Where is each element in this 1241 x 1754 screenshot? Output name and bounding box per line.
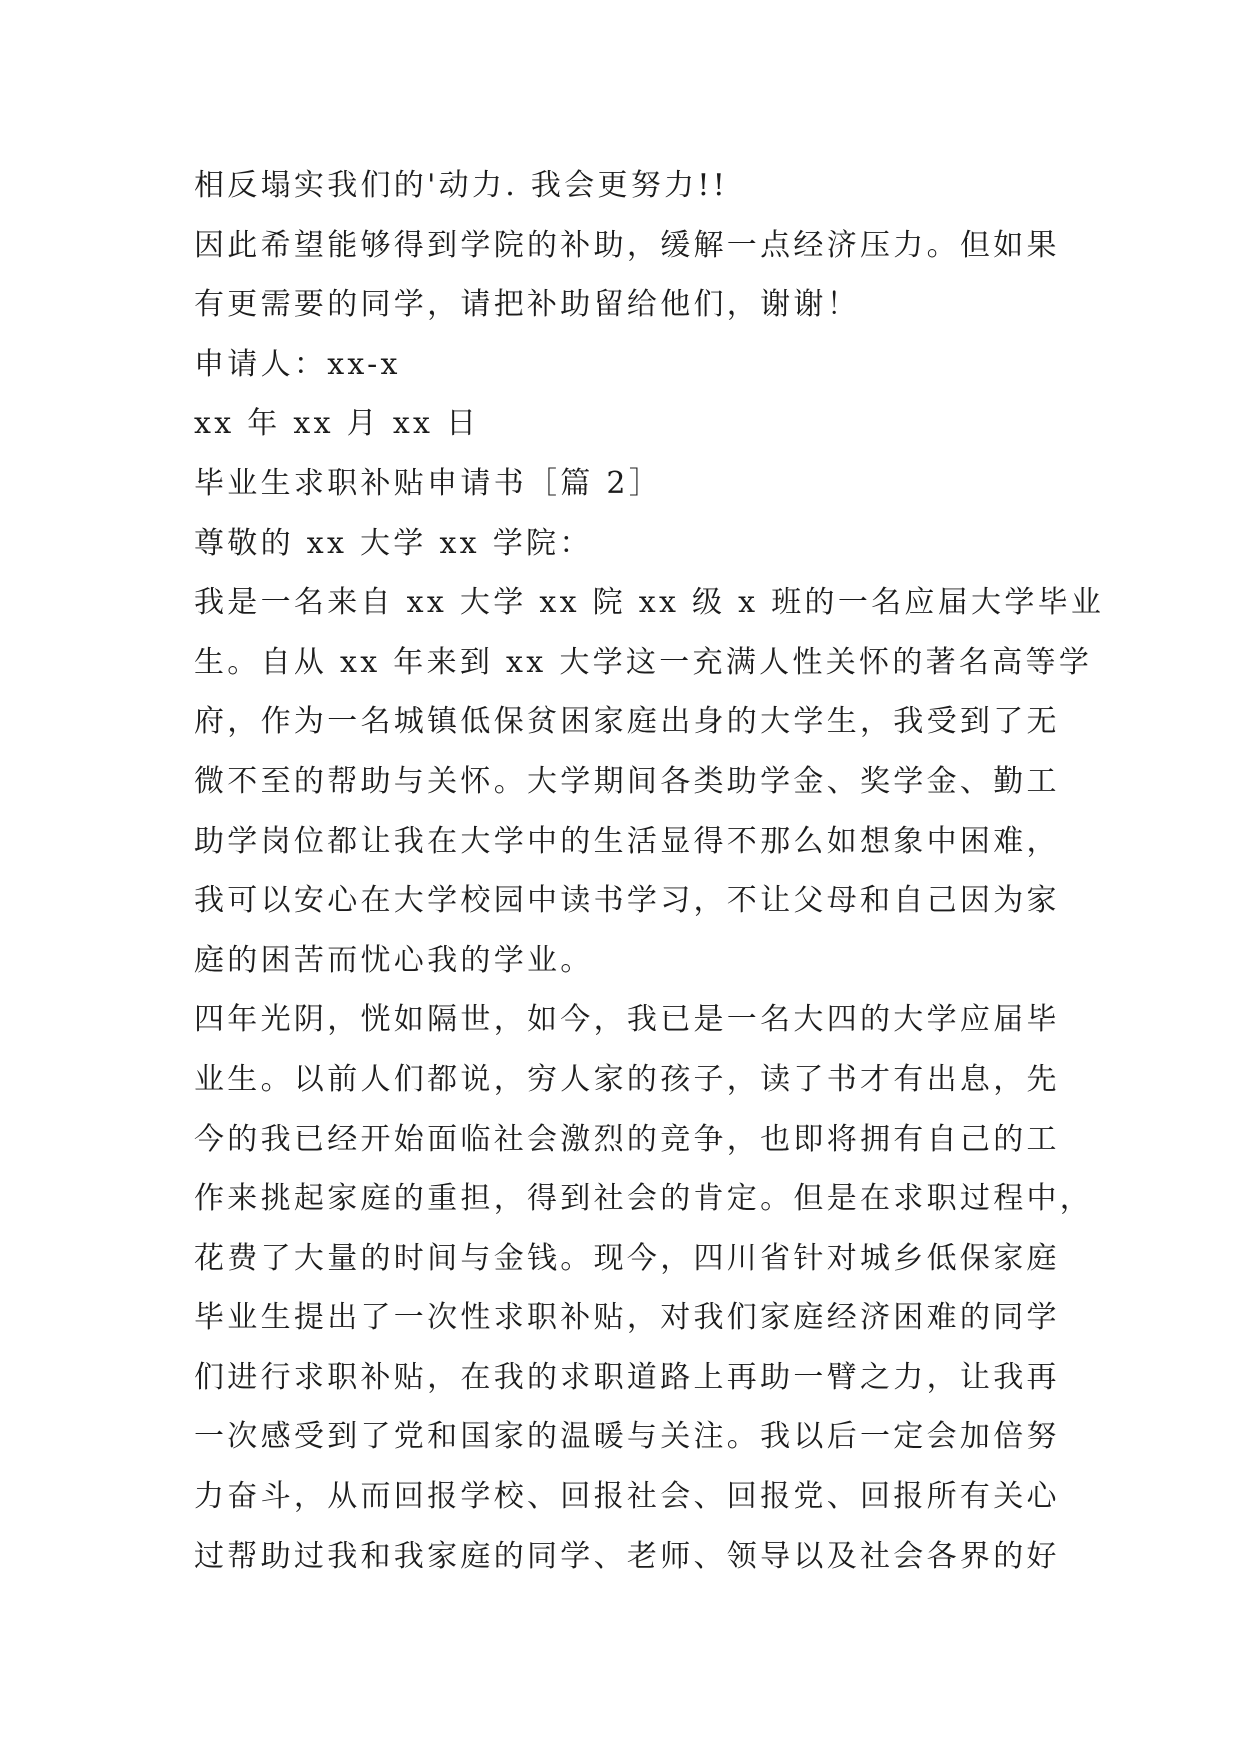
- paragraph-line: 力奋斗，从而回报学校、回报社会、回报党、回报所有关心: [194, 1479, 1060, 1515]
- paragraph-line: 一次感受到了党和国家的温暖与关注。我以后一定会加倍努: [194, 1419, 1060, 1455]
- letter-salutation: 尊敬的 xx 大学 xx 学院：: [194, 525, 593, 561]
- letter-date: xx 年 xx 月 xx 日: [194, 406, 480, 442]
- paragraph-line: 微不至的帮助与关怀。大学期间各类助学金、奖学金、勤工: [194, 763, 1060, 799]
- paragraph-line: 们进行求职补贴，在我的求职道路上再助一臂之力，让我再: [194, 1359, 1060, 1395]
- paragraph-line: 今的我已经开始面临社会激烈的竞争，也即将拥有自己的工: [194, 1121, 1060, 1157]
- closing-line: 有更需要的同学，请把补助留给他们，谢谢！: [194, 287, 860, 323]
- paragraph-1: [194, 573, 1105, 990]
- closing-line: 相反塌实我们的'动力. 我会更努力!!: [194, 168, 729, 203]
- paragraph-line: 助学岗位都让我在大学中的生活显得不那么如想象中困难，: [194, 823, 1060, 859]
- paragraph-line: 过帮助过我和我家庭的同学、老师、领导以及社会各界的好: [194, 1538, 1060, 1574]
- paragraph-line: 毕业生提出了一次性求职补贴，对我们家庭经济困难的同学: [194, 1300, 1060, 1336]
- paragraph-line: 花费了大量的时间与金钱。现今，四川省针对城乡低保家庭: [194, 1240, 1060, 1276]
- paragraph-line: 我可以安心在大学校园中读书学习，不让父母和自己因为家: [194, 883, 1060, 919]
- letter-title: 毕业生求职补贴申请书［篇 2］: [194, 465, 663, 501]
- paragraph-line: 府，作为一名城镇低保贫困家庭出身的大学生，我受到了无: [194, 704, 1060, 740]
- paragraph-line: 我是一名来自 xx 大学 xx 院 xx 级 x 班的一名应届大学毕业: [194, 585, 1105, 621]
- document-body: [194, 156, 1105, 1586]
- paragraph-2: [194, 990, 1094, 1586]
- paragraph-line: 生。自从 xx 年来到 xx 大学这一充满人性关怀的著名高等学: [194, 644, 1093, 680]
- paragraph-line: 作来挑起家庭的重担，得到社会的肯定。但是在求职过程中，: [194, 1181, 1094, 1217]
- applicant-signature: 申请人：xx-x: [194, 346, 401, 382]
- paragraph-line: 庭的困苦而忧心我的学业。: [194, 942, 594, 978]
- paragraph-line: 四年光阴，恍如隔世，如今，我已是一名大四的大学应届毕: [194, 1002, 1060, 1038]
- closing-line: 因此希望能够得到学院的补助，缓解一点经济压力。但如果: [194, 227, 1060, 263]
- paragraph-line: 业生。以前人们都说，穷人家的孩子，读了书才有出息，先: [194, 1061, 1060, 1097]
